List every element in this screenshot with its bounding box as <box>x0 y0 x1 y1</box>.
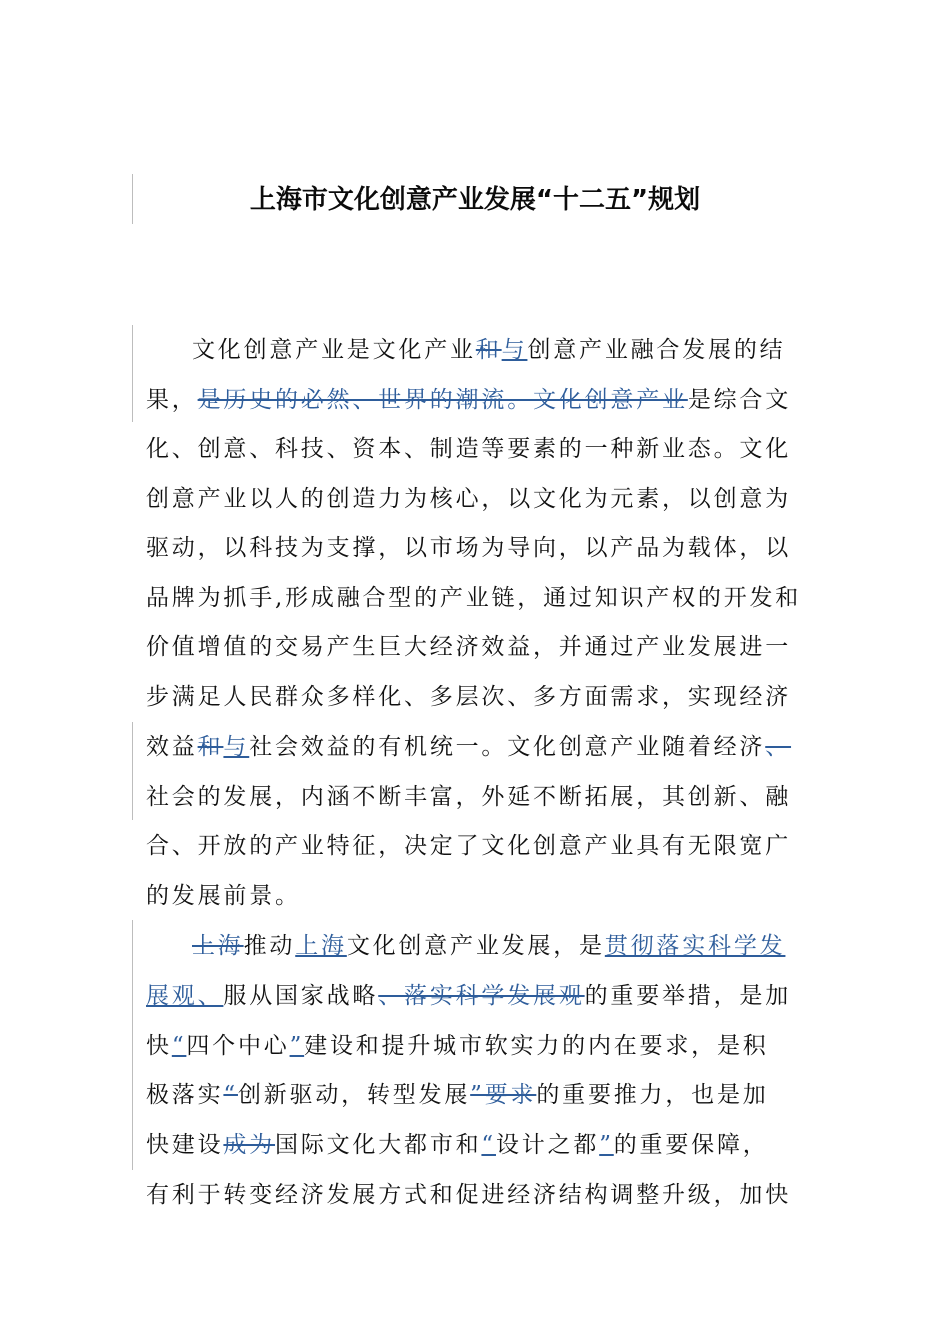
text-run: 四个中心 <box>186 1033 290 1059</box>
text-run: 社会效益的有机统一。文化创意产业随着经济 <box>249 734 766 760</box>
paragraph-2-line: 有利于转变经济发展方式和促进经济结构调整升级，加快 <box>146 1182 791 1208</box>
document-title: 上海市文化创意产业发展“十二五”规划 <box>249 185 701 215</box>
text-run: 建设和提升城市软实力的内在要求，是积 <box>304 1033 769 1059</box>
inserted-text: 贯彻落实科学发 <box>604 933 786 959</box>
deleted-text: ”要求 <box>470 1082 537 1108</box>
deleted-text: 、落实科学发展观 <box>378 983 585 1009</box>
text-run: 推动 <box>243 933 296 959</box>
deleted-text: 和 <box>475 337 502 363</box>
paragraph-2-line <box>146 1029 806 1063</box>
text-run: 创意产业融合发展的结 <box>527 337 786 363</box>
text-run: 效益 <box>146 734 198 760</box>
deleted-text: 、 <box>765 734 792 760</box>
text-run: 果， <box>146 387 198 413</box>
paragraph-1-line: 价值增值的交易产生巨大经济效益，并通过产业发展进一 <box>146 634 791 660</box>
inserted-text: 与 <box>223 734 250 760</box>
paragraph-2-line <box>146 979 806 1013</box>
deleted-text: 是历史的必然、世界的潮流。文化创意产业 <box>197 387 688 413</box>
text-run: 国际文化大都市和 <box>275 1132 482 1158</box>
deleted-text: 和 <box>197 734 224 760</box>
change-bar <box>132 174 133 224</box>
change-bar <box>132 722 133 820</box>
text-run: 极落实 <box>146 1082 224 1108</box>
inserted-text: 与 <box>501 337 528 363</box>
text-run: 文化创意产业是文化产业 <box>192 337 476 363</box>
paragraph-2-line <box>146 929 806 963</box>
paragraph-1-line: 步满足人民群众多样化、多层次、多方面需求，实现经济 <box>146 684 791 710</box>
text-run: 服从国家战略 <box>223 983 379 1009</box>
inserted-text: “ <box>171 1033 187 1059</box>
deleted-text: “ <box>223 1082 238 1108</box>
text-run: 的重要保障， <box>613 1132 769 1158</box>
text-run: 创新驱动，转型发展 <box>237 1082 471 1108</box>
paragraph-2-line <box>146 1128 806 1162</box>
text-run: 设计之都 <box>495 1132 600 1158</box>
paragraph-1-line: 的发展前景。 <box>146 883 301 909</box>
deleted-text: 上海 <box>192 933 244 959</box>
paragraph-1-line: 驱动，以科技为支撑，以市场为导向，以产品为载体，以 <box>146 535 791 561</box>
paragraph-1-line: 社会的发展，内涵不断丰富，外延不断拓展，其创新、融 <box>146 784 791 810</box>
text-run: 是综合文 <box>687 387 792 413</box>
paragraph-1-line <box>146 730 806 764</box>
text-run: 快 <box>146 1033 172 1059</box>
inserted-text: “ <box>481 1132 496 1158</box>
paragraph-1-line <box>146 383 806 417</box>
text-run: 快建设 <box>146 1132 224 1158</box>
change-bar <box>132 920 133 1170</box>
text-run: 文化创意产业发展，是 <box>346 933 605 959</box>
text-run: 的重要推力，也是加 <box>536 1082 769 1108</box>
paragraph-1-line <box>146 333 806 367</box>
deleted-text: 成为 <box>223 1132 276 1158</box>
paragraph-1-line: 化、创意、科技、资本、制造等要素的一种新业态。文化 <box>146 436 791 462</box>
text-run: 的重要举措，是加 <box>584 983 792 1009</box>
paragraph-1-line: 合、开放的产业特征，决定了文化创意产业具有无限宽广 <box>146 833 791 859</box>
inserted-text: 展观、 <box>146 983 224 1009</box>
inserted-text: 上海 <box>295 933 347 959</box>
inserted-text: ” <box>599 1132 614 1158</box>
paragraph-1-line: 品牌为抓手,形成融合型的产业链，通过知识产权的开发和 <box>146 585 802 611</box>
paragraph-2-line <box>146 1078 806 1112</box>
inserted-text: ” <box>289 1033 305 1059</box>
paragraph-1-line: 创意产业以人的创造力为核心，以文化为元素，以创意为 <box>146 486 791 512</box>
change-bar <box>132 325 133 422</box>
